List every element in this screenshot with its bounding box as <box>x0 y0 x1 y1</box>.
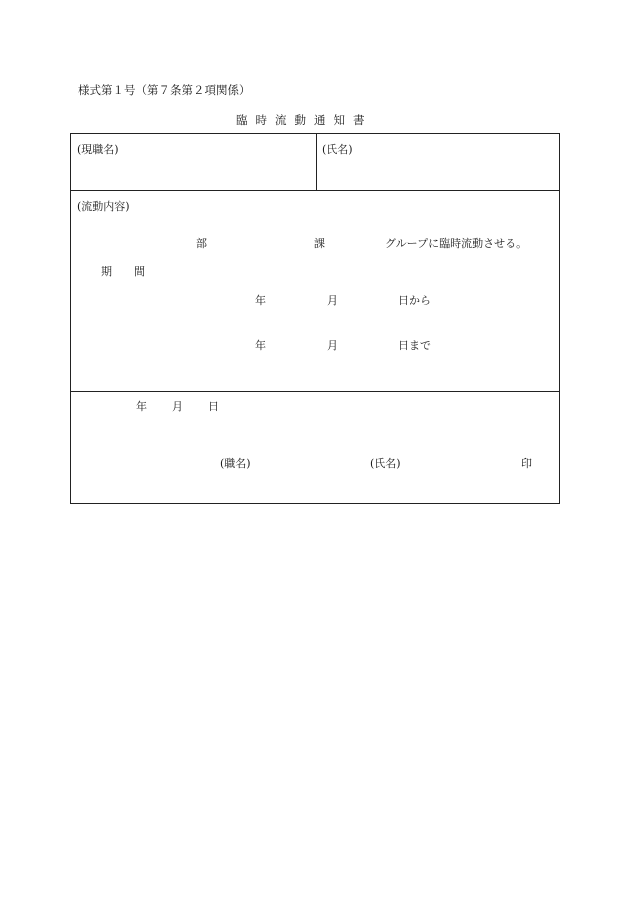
end-year: 年 <box>255 339 266 352</box>
issue-year: 年 <box>136 400 147 413</box>
form-number-label: 様式第１号（第７条第２項関係） <box>78 83 251 97</box>
department-suffix: 部 <box>196 237 207 250</box>
end-day: 日まで <box>398 339 431 352</box>
issuer-name-label: (氏名) <box>370 457 401 470</box>
seal-mark: 印 <box>521 457 532 470</box>
issuer-post-label: (職名) <box>220 457 251 470</box>
current-post-label: (現職名) <box>77 143 119 156</box>
document-title: 臨時流動通知書 <box>236 113 373 127</box>
start-year: 年 <box>255 294 266 307</box>
notice-form-table <box>70 133 560 504</box>
assignment-label: (流動内容) <box>77 200 130 213</box>
period-label: 期 間 <box>101 265 145 278</box>
end-month: 月 <box>327 339 338 352</box>
start-day: 日から <box>398 294 431 307</box>
start-month: 月 <box>327 294 338 307</box>
row-divider <box>71 190 559 191</box>
column-divider <box>316 134 317 190</box>
issue-month: 月 <box>172 400 183 413</box>
row-divider <box>71 391 559 392</box>
section-suffix: 課 <box>314 237 325 250</box>
name-label: (氏名) <box>322 143 353 156</box>
group-assignment-text: グループに臨時流動させる。 <box>385 237 528 250</box>
issue-day: 日 <box>208 400 219 413</box>
